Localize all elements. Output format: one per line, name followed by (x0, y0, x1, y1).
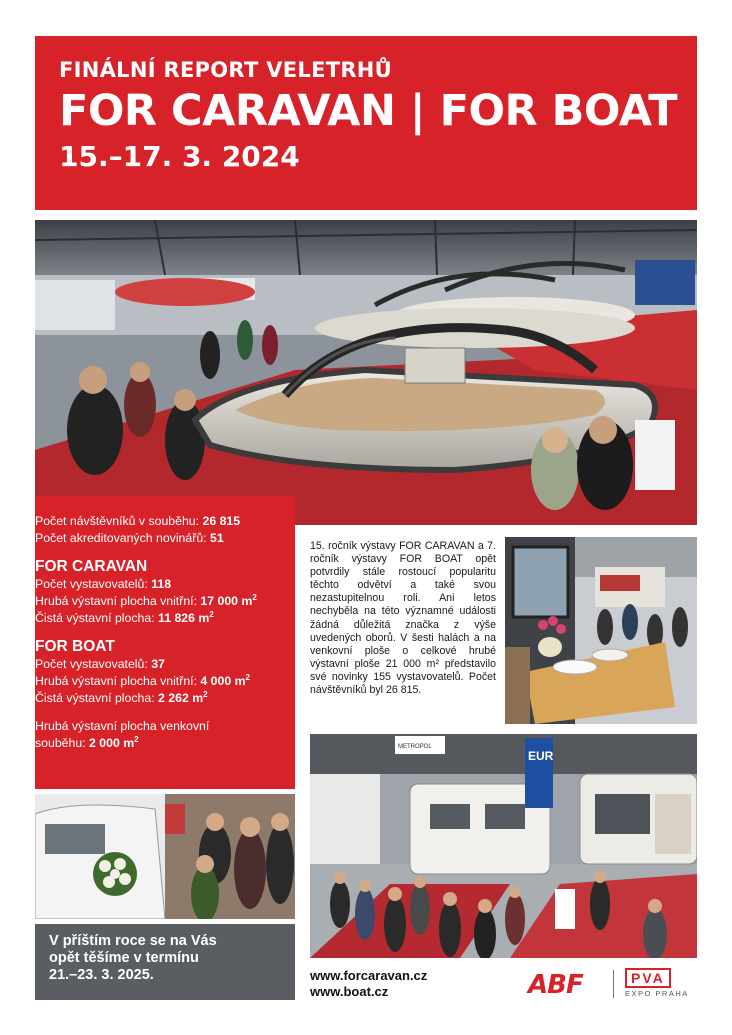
outdoor-area-label: Hrubá výstavní plocha venkovní (35, 719, 210, 733)
for-caravan-heading: FOR CARAVAN (35, 558, 148, 575)
logo-divider (613, 970, 614, 998)
pva-logo-subtitle: EXPO PRAHA (625, 989, 689, 998)
for-boat-heading: FOR BOAT (35, 638, 115, 655)
main-boat-photo (35, 220, 697, 525)
partner-logos (528, 968, 698, 1002)
promo-line-2: opět těšíme v termínu (49, 950, 199, 966)
caravan-interior-photo (505, 537, 697, 724)
pva-expo-logo (625, 968, 689, 998)
forcaravan-link[interactable]: www.forcaravan.cz (310, 968, 428, 983)
journalists-stat: Počet akreditovaných novinářů: 51 (35, 531, 224, 545)
boat-net-area-stat: Čistá výstavní plocha: 2 262 $m^2$ (35, 689, 208, 705)
promo-line-1: V příštím roce se na Vás (49, 933, 217, 949)
caravan-exhibitors-stat: Počet vystavovatelů: 118 (35, 577, 172, 591)
report-body-text: 15. ročník výstavy FOR CARAVAN a 7. ročník výstavy FOR BOAT opět potvrdily stále rostoucí popularitu těchto odvětví a také svou nezastupitelnou roli. Ani letos nechyběla na této významné události žádná důležitá značka z výše uvedených oborů. V šesti halách a na venkovní ploše o celkové hrubé výstavní ploše 21 000 m² představilo své novinky 155 vystavovatelů. Počet návštěvníků byl 26 815. (310, 540, 496, 697)
caravan-gross-area-stat: Hrubá výstavní plocha vnitřní: 17 000 $m^2$ (35, 592, 257, 608)
caravan-exterior-photo (35, 794, 295, 919)
boat-gross-area-stat: Hrubá výstavní plocha vnitřní: 4 000 $m^2$ (35, 672, 250, 688)
hall-banner-text: EUR (528, 749, 554, 763)
visitors-stat: Počet návštěvníků v souběhu: 26 815 (35, 514, 241, 528)
boat-link[interactable]: www.boat.cz (310, 984, 389, 999)
boat-exhibitors-stat: Počet vystavovatelů: 37 (35, 657, 165, 671)
report-dates: 15.–17. 3. 2024 (59, 140, 300, 173)
abf-logo: ABF (528, 970, 583, 1000)
promo-line-3: 21.–23. 3. 2025. (49, 967, 154, 983)
report-header (35, 36, 697, 210)
website-links (310, 968, 427, 1000)
pva-logo-box: PVA (625, 968, 671, 988)
metropol-banner-text: METROPOL (398, 744, 432, 750)
outdoor-area-stat: souběhu: 2 000 $m^2$ (35, 734, 139, 750)
report-title: FOR CARAVAN | FOR BOAT (59, 86, 678, 136)
statistics-box (35, 496, 295, 789)
caravan-net-area-stat: Čistá výstavní plocha: 11 826 $m^2$ (35, 609, 214, 625)
report-kicker: FINÁLNÍ REPORT VELETRHŮ (59, 58, 393, 82)
next-year-promo (35, 924, 295, 1000)
caravan-hall-photo (310, 734, 697, 958)
